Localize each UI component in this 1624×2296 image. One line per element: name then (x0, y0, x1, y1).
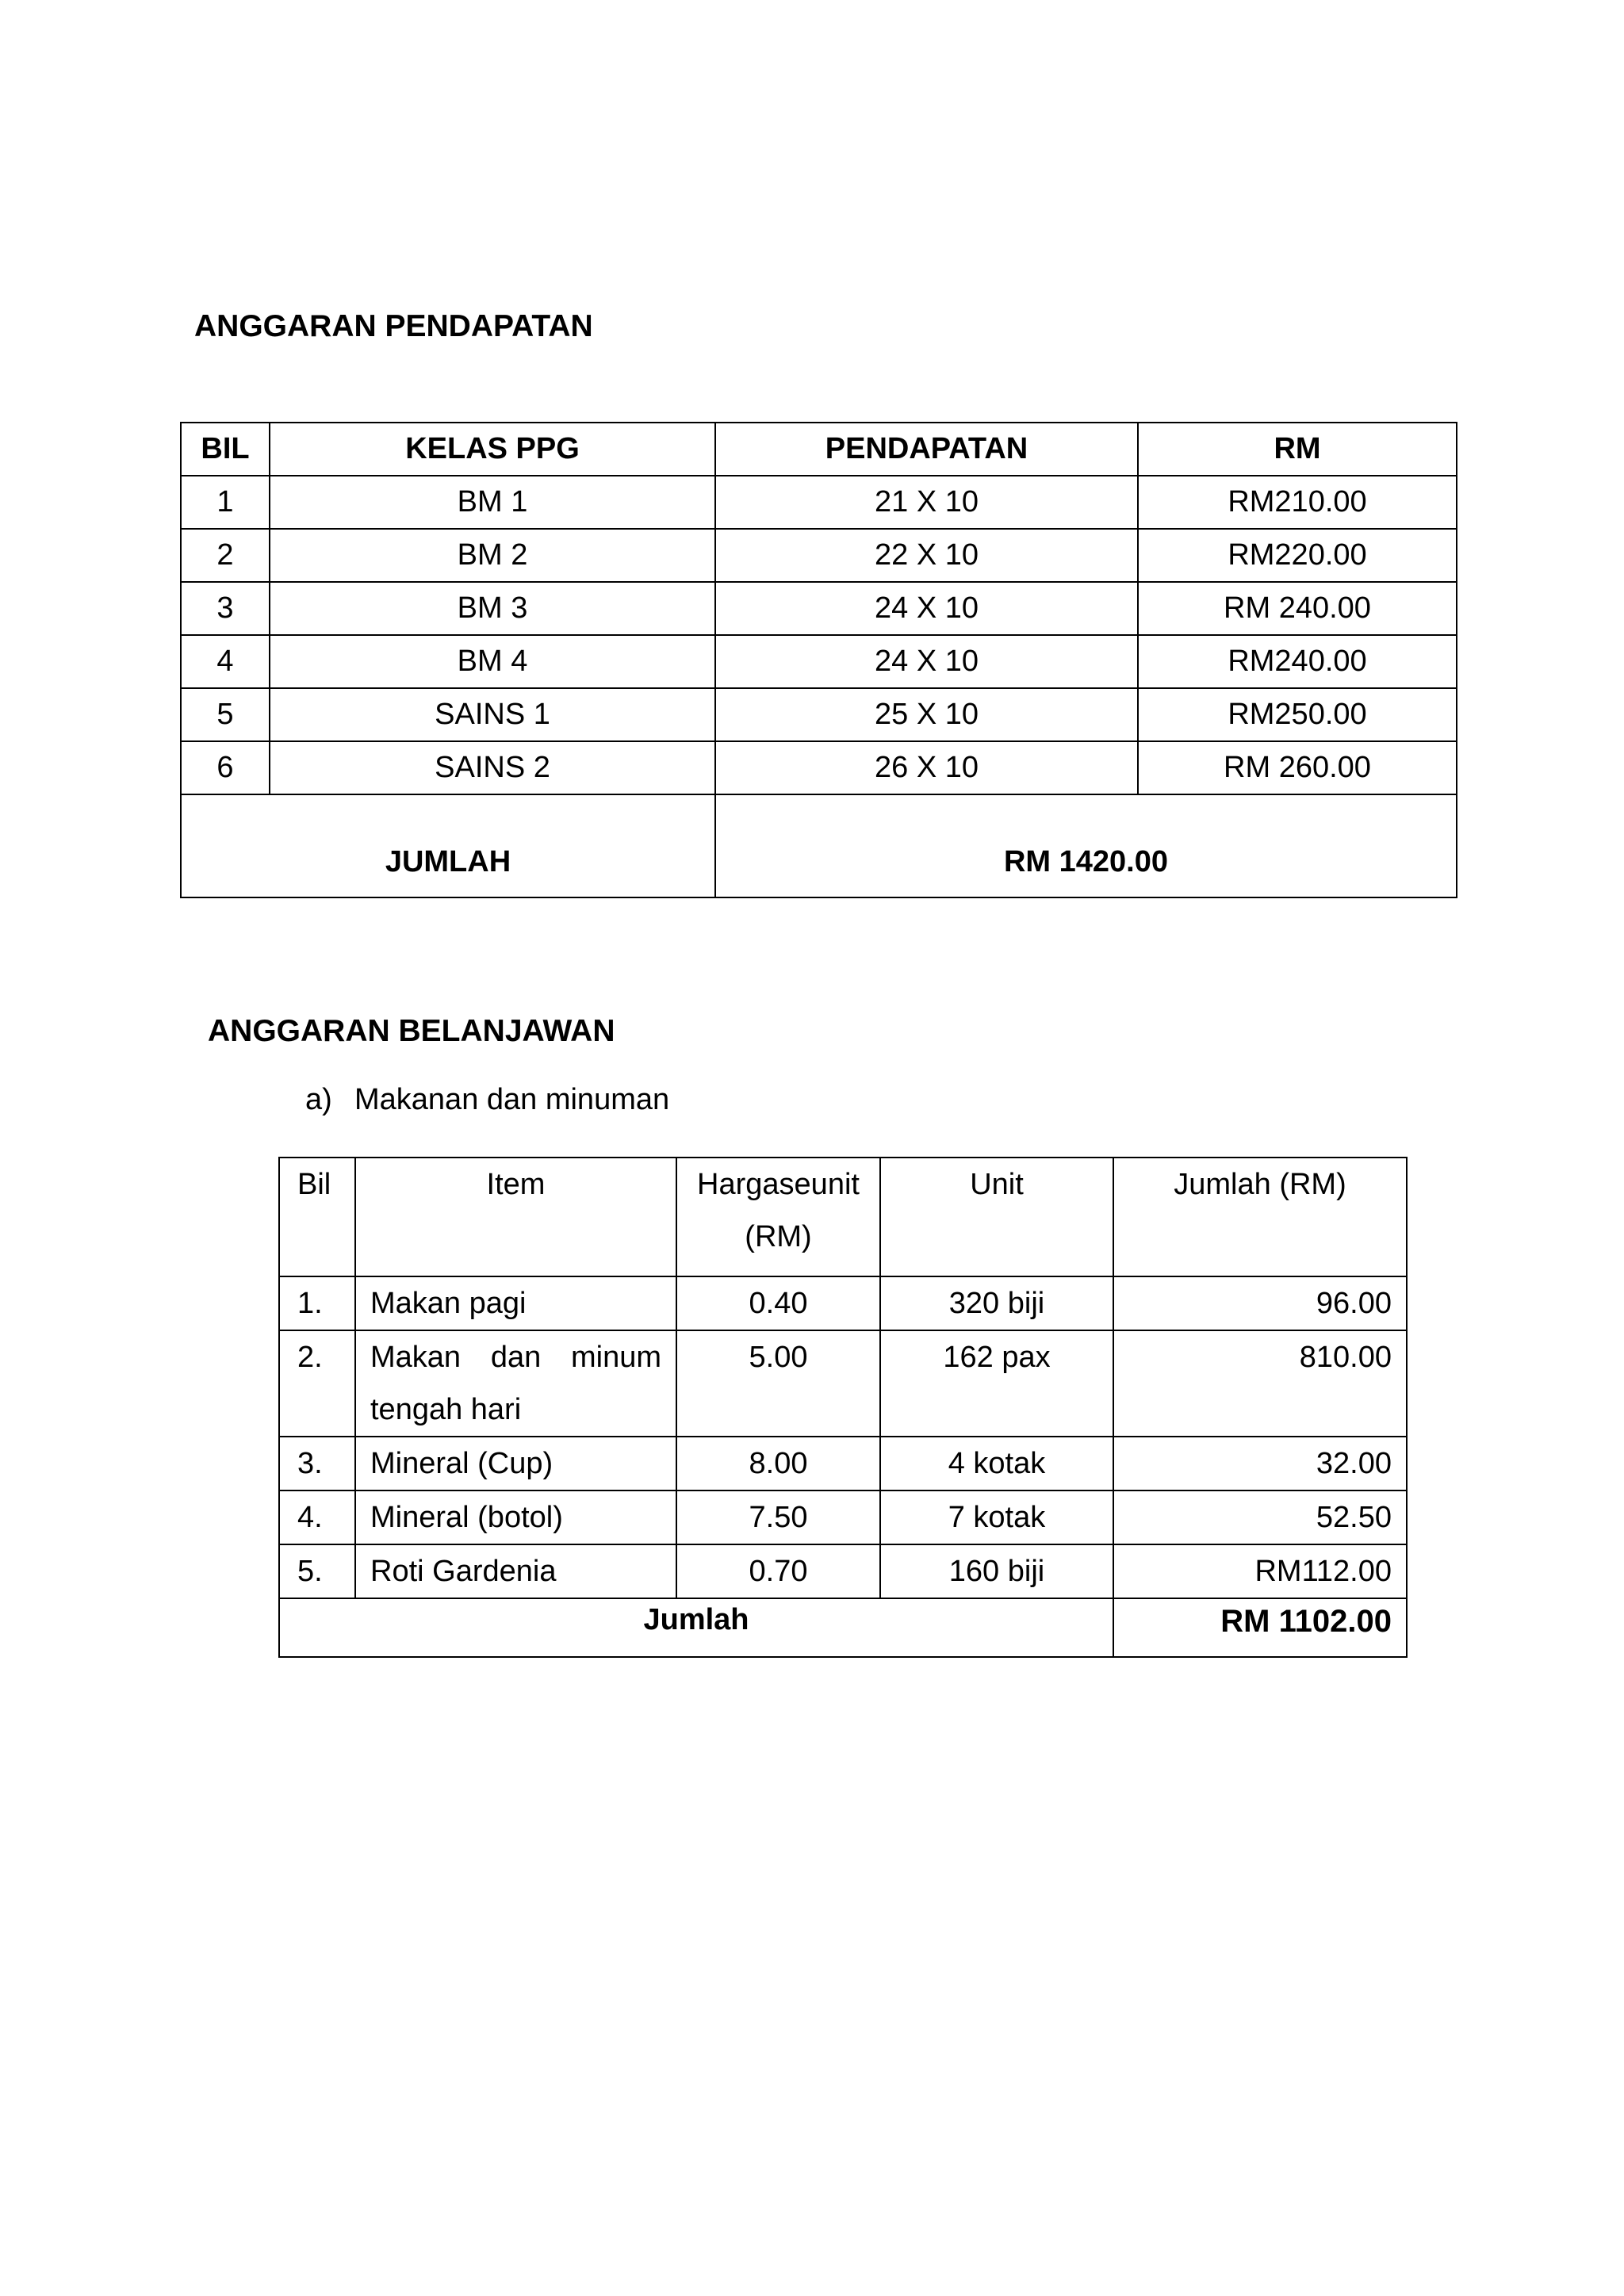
cell-bil: 5. (279, 1544, 355, 1598)
cell-harga: 7.50 (676, 1490, 880, 1544)
cell-jumlah: 810.00 (1113, 1330, 1407, 1437)
income-header-row (181, 423, 1457, 476)
header-kelas-ppg: KELAS PPG (270, 423, 715, 476)
expense-total-value: RM 1102.00 (1113, 1598, 1407, 1657)
header-hargaseunit (676, 1158, 880, 1276)
header-bil: BIL (181, 423, 270, 476)
cell-rm: RM240.00 (1138, 635, 1457, 688)
cell-unit: 7 kotak (880, 1490, 1113, 1544)
table-row (181, 635, 1457, 688)
cell-harga: 0.40 (676, 1276, 880, 1330)
income-heading: ANGGARAN PENDAPATAN (194, 309, 593, 343)
cell-kelas: BM 4 (270, 635, 715, 688)
cell-rm: RM250.00 (1138, 688, 1457, 741)
expense-total-row (279, 1598, 1407, 1657)
table-row (279, 1437, 1407, 1490)
cell-bil: 2 (181, 529, 270, 582)
cell-bil: 4. (279, 1490, 355, 1544)
table-row (279, 1276, 1407, 1330)
table-row (279, 1544, 1407, 1598)
table-row (181, 741, 1457, 794)
cell-rm: RM210.00 (1138, 476, 1457, 529)
cell-unit: 162 pax (880, 1330, 1113, 1437)
table-row (279, 1490, 1407, 1544)
cell-bil: 2. (279, 1330, 355, 1437)
cell-bil: 5 (181, 688, 270, 741)
cell-harga: 8.00 (676, 1437, 880, 1490)
cell-rm: RM 260.00 (1138, 741, 1457, 794)
table-row (181, 582, 1457, 635)
table-row (181, 688, 1457, 741)
header-unit: Unit (880, 1158, 1113, 1276)
cell-rm: RM220.00 (1138, 529, 1457, 582)
cell-jumlah: RM112.00 (1113, 1544, 1407, 1598)
cell-pendapatan: 26 X 10 (715, 741, 1138, 794)
cell-bil: 1. (279, 1276, 355, 1330)
subheading-marker: a) (305, 1083, 332, 1116)
cell-pendapatan: 24 X 10 (715, 582, 1138, 635)
cell-item: Roti Gardenia (355, 1544, 676, 1598)
header-jumlah: Jumlah (RM) (1113, 1158, 1407, 1276)
cell-harga: 0.70 (676, 1544, 880, 1598)
expense-table (278, 1157, 1408, 1658)
income-total-row (181, 794, 1457, 897)
cell-pendapatan: 24 X 10 (715, 635, 1138, 688)
cell-bil: 4 (181, 635, 270, 688)
cell-item: Mineral (Cup) (355, 1437, 676, 1490)
cell-bil: 3. (279, 1437, 355, 1490)
cell-jumlah: 96.00 (1113, 1276, 1407, 1330)
income-total-label: JUMLAH (181, 794, 715, 897)
cell-pendapatan: 21 X 10 (715, 476, 1138, 529)
cell-bil: 6 (181, 741, 270, 794)
header-rm: RM (1138, 423, 1457, 476)
expense-heading: ANGGARAN BELANJAWAN (208, 1014, 615, 1048)
income-total-value: RM 1420.00 (715, 794, 1457, 897)
expense-total-label: Jumlah (279, 1598, 1113, 1657)
header-bil: Bil (279, 1158, 355, 1276)
table-row (181, 529, 1457, 582)
cell-item: Makan pagi (355, 1276, 676, 1330)
cell-harga: 5.00 (676, 1330, 880, 1437)
cell-kelas: SAINS 2 (270, 741, 715, 794)
income-table (180, 422, 1457, 898)
cell-unit: 320 biji (880, 1276, 1113, 1330)
cell-bil: 3 (181, 582, 270, 635)
cell-jumlah: 52.50 (1113, 1490, 1407, 1544)
cell-kelas: BM 3 (270, 582, 715, 635)
cell-rm: RM 240.00 (1138, 582, 1457, 635)
cell-pendapatan: 25 X 10 (715, 688, 1138, 741)
cell-item: Makan dan minum tengah hari (355, 1330, 676, 1437)
table-row (279, 1330, 1407, 1437)
cell-pendapatan: 22 X 10 (715, 529, 1138, 582)
header-pendapatan: PENDAPATAN (715, 423, 1138, 476)
cell-bil: 1 (181, 476, 270, 529)
cell-kelas: BM 1 (270, 476, 715, 529)
table-row (181, 476, 1457, 529)
cell-item: Mineral (botol) (355, 1490, 676, 1544)
header-item: Item (355, 1158, 676, 1276)
cell-unit: 4 kotak (880, 1437, 1113, 1490)
header-hargaseunit-line1: Hargaseunit (697, 1168, 860, 1201)
expense-subheading (305, 1085, 669, 1115)
cell-kelas: SAINS 1 (270, 688, 715, 741)
header-hargaseunit-line2: (RM) (745, 1220, 812, 1253)
expense-header-row (279, 1158, 1407, 1276)
cell-unit: 160 biji (880, 1544, 1113, 1598)
cell-kelas: BM 2 (270, 529, 715, 582)
cell-jumlah: 32.00 (1113, 1437, 1407, 1490)
subheading-text: Makanan dan minuman (354, 1083, 670, 1116)
